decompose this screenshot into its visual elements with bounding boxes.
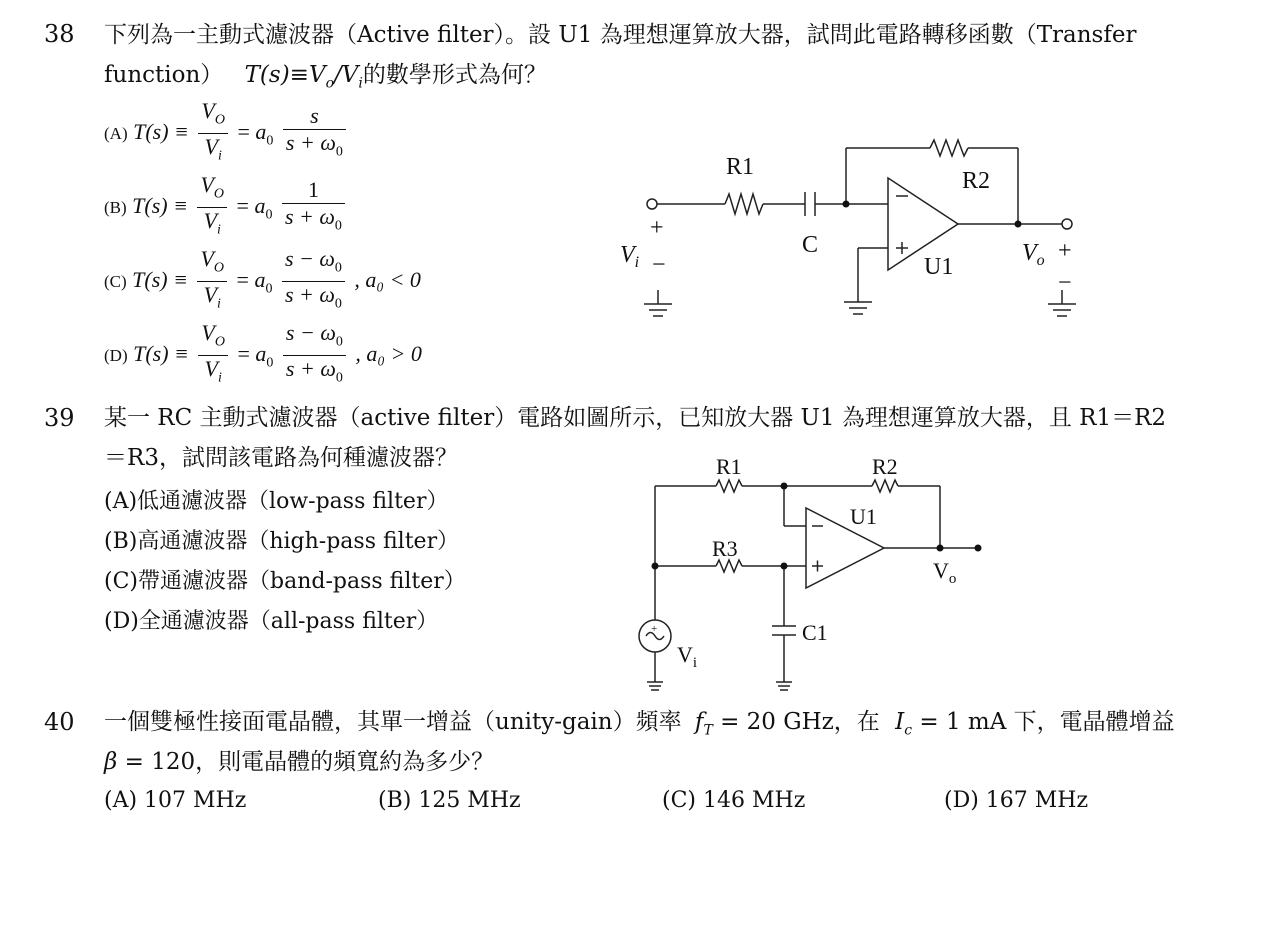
q40-option-d[interactable]: (D) 167 MHz [944, 788, 1089, 813]
q38-label-vo: $V_o$ [1022, 240, 1045, 269]
q38-label-c: C [802, 232, 819, 258]
q38-option-d[interactable]: (D) T(s) ≡ $\frac{V_O}{V_i}$ = $a_0$ $\frac{s - \omega_0}{s + \omega_0}$ , a₀ > 0 [104, 320, 422, 386]
q38-label-vi-plus: + [650, 215, 664, 241]
q38-label-vo-plus: + [1058, 238, 1072, 264]
q39-circuit-diagram [620, 450, 1000, 695]
q39-source-plus-mark: + [651, 623, 658, 635]
q38-label-vo-minus: − [1058, 270, 1072, 296]
question-40-text-line2: β = 120，則電晶體的頻寬約為多少？ [104, 749, 495, 775]
question-38-text-line2 [104, 55, 547, 104]
q38-label-vi: $V_i$ [620, 242, 640, 271]
q39-label-r1: R1 [716, 454, 742, 479]
question-38-text-line1: 下列為一主動式濾波器（Active filter）。設 U1 為理想運算放大器，試問此電路轉移函數（Transfer [104, 22, 1137, 48]
q39-label-u1: U1 [850, 504, 877, 529]
q38-line2-suffix: 的數學形式為何？ [362, 62, 547, 88]
q40-option-c[interactable]: (C) 146 MHz [662, 788, 806, 813]
q39-label-vo: $V_o$ [933, 558, 957, 587]
q39-label-vi: $V_i$ [677, 642, 698, 671]
q39-option-b[interactable]: (B)高通濾波器（high-pass filter） [104, 529, 460, 554]
q39-option-a[interactable]: (A)低通濾波器（low-pass filter） [104, 489, 449, 514]
q38-option-c[interactable]: (C) T(s) ≡ $\frac{V_O}{V_i}$ = $a_0$ $\frac{s - \omega_0}{s + \omega_0}$ , a₀ < 0 [104, 246, 421, 312]
q39-label-r3: R3 [712, 536, 738, 561]
q39-label-c1: C1 [802, 620, 828, 645]
question-40-number: 40 [44, 708, 75, 736]
q40-option-a[interactable]: (A) 107 MHz [104, 788, 247, 813]
q39-option-d[interactable]: (D)全通濾波器（all-pass filter） [104, 609, 439, 634]
question-39-number: 39 [44, 404, 75, 432]
question-40-text-line1: 一個雙極性接面電晶體，其單一增益（unity-gain）頻率 $f_T = 20$ GHz，在 $I_c = 1$ mA 下，電晶體增益 [104, 709, 1175, 739]
question-39-text-line1: 某一 RC 主動式濾波器（active filter）電路如圖所示，已知放大器 U1 為理想運算放大器，且 R1＝R2 [104, 405, 1167, 431]
q38-option-a[interactable]: (A) T(s) ≡ $\frac{V_O}{V_i}$ = $a_0$ $\frac{s}{s + \omega_0}$ [104, 98, 350, 170]
q38-label-r1: R1 [726, 154, 755, 180]
q40-option-b[interactable]: (B) 125 MHz [378, 788, 521, 813]
q39-option-c[interactable]: (C)帶通濾波器（band-pass filter） [104, 569, 466, 594]
q38-option-b[interactable]: (B) T(s) ≡ $\frac{V_O}{V_i}$ = $a_0$ $\frac{1}{s + \omega_0}$ [104, 172, 349, 244]
question-39-text-line2: ＝R3，試問該電路為何種濾波器？ [104, 445, 458, 471]
question-38-number: 38 [44, 20, 75, 48]
q38-line2-prefix: function） [104, 62, 224, 88]
q38-transfer-function: $T(s)\equiv V_o/V_i$ [244, 62, 363, 92]
q38-circuit-diagram [600, 130, 1100, 330]
q38-label-r2: R2 [962, 168, 991, 194]
q38-label-u1: U1 [924, 254, 954, 280]
q39-label-r2: R2 [872, 454, 898, 479]
q38-label-vi-minus: − [652, 252, 666, 278]
